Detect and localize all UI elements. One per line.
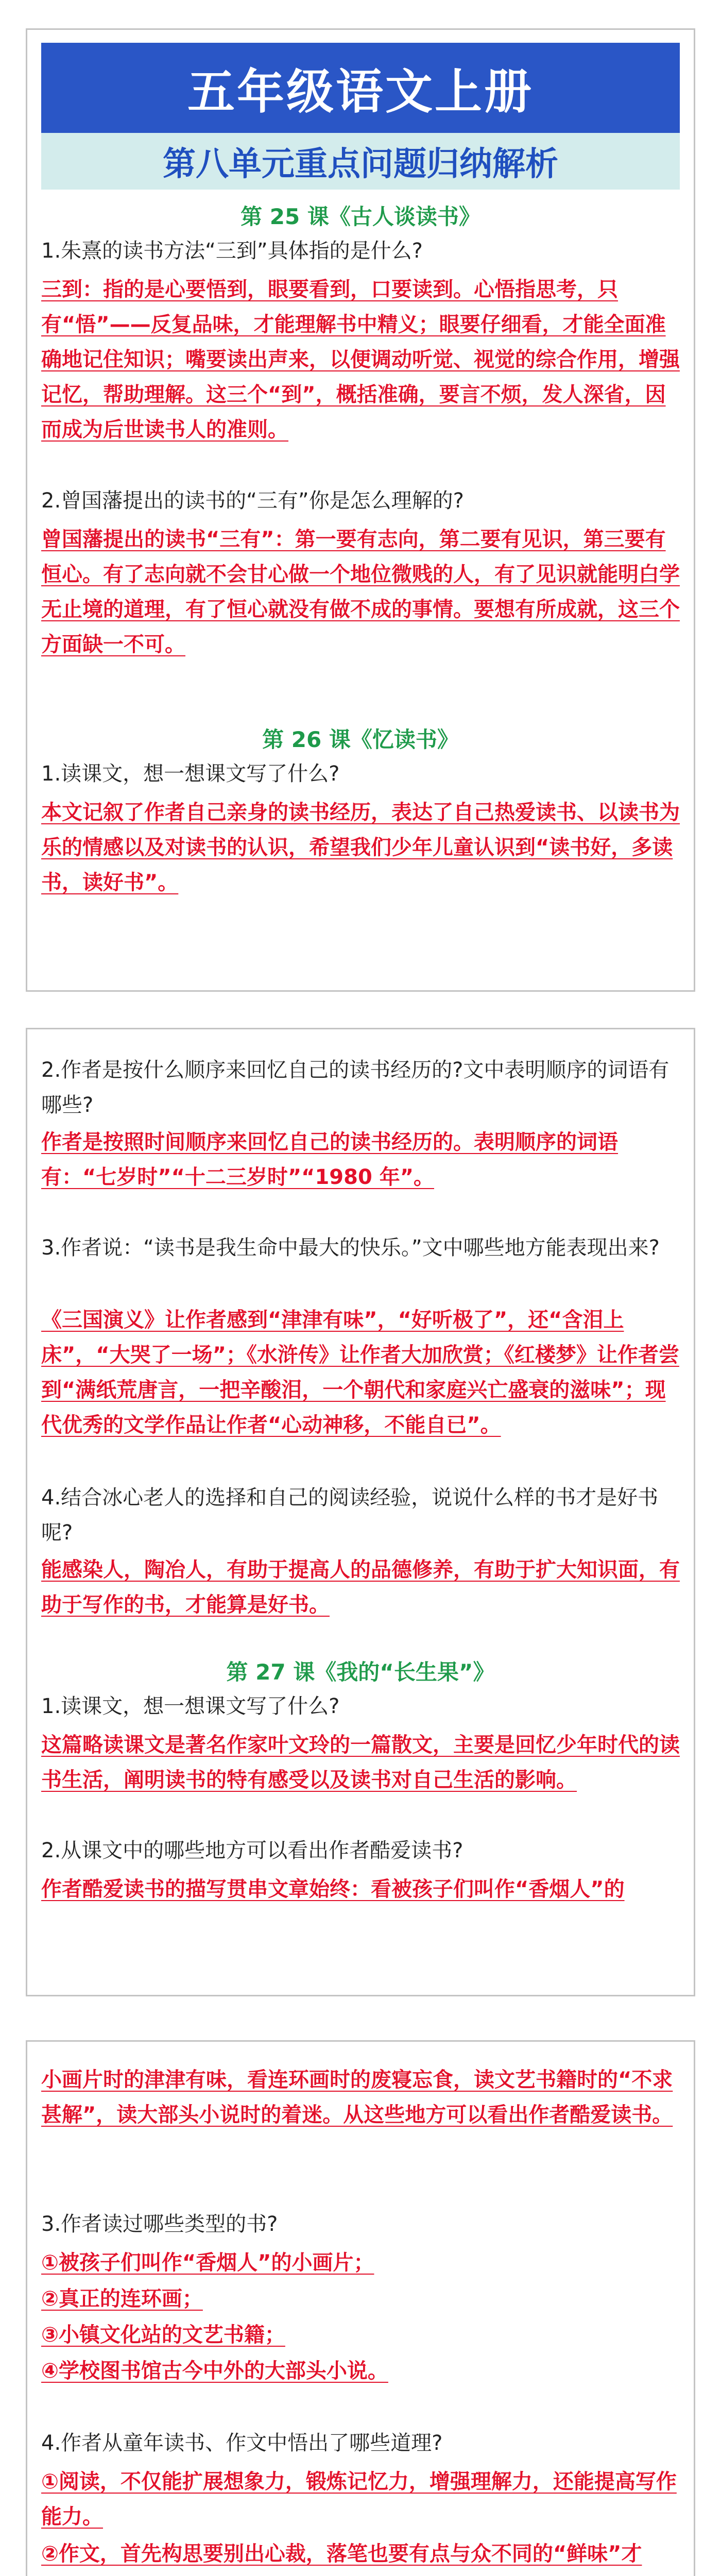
question-25-2: 2.曾国藩提出的读书的“三有”你是怎么理解的? xyxy=(41,489,464,513)
question-25-1: 1.朱熹的读书方法“三到”具体指的是什么? xyxy=(41,239,423,263)
question-26-4: 4.结合冰心老人的选择和自己的阅读经验，说说什么样的书才是好书呢? xyxy=(41,1486,659,1545)
answer-27-2-part2: 小画片时的津津有味，看连环画时的废寝忘食，读文艺书籍时的“不求甚解”，读大部头小说时的着迷。从这些地方可以看出作者酷爱读书。 xyxy=(41,2068,673,2127)
lesson-25-heading: 第 25 课《古人谈读书》 xyxy=(241,204,480,229)
answer-26-3: 《三国演义》让作者感到“津津有味”，“好听极了”，还“含泪上床”，“大哭了一场”；《水浒传》让作者大加欣赏；《红楼梦》让作者尝到“满纸荒唐言，一把辛酸泪，一个朝代和家庭兴亡盛衰的滋味”；现代优秀的文学作品让作者“心动神移，不能自已”。 xyxy=(41,1308,679,1437)
page-3 xyxy=(26,2040,695,2576)
answer-27-2-part1: 作者酷爱读书的描写贯串文章始终：看被孩子们叫作“香烟人”的 xyxy=(41,1877,625,1901)
page-2 xyxy=(26,1028,695,1996)
answer-27-3-item3: ③小镇文化站的文艺书籍； xyxy=(41,2323,285,2347)
question-27-3: 3.作者读过哪些类型的书? xyxy=(41,2212,278,2236)
question-26-1: 1.读课文，想一想课文写了什么? xyxy=(41,762,340,786)
question-27-4: 4.作者从童年读书、作文中悟出了哪些道理? xyxy=(41,2431,443,2455)
lesson-27-heading: 第 27 课《我的“长生果”》 xyxy=(226,1659,495,1685)
answer-26-2: 作者是按照时间顺序来回忆自己的读书经历的。表明顺序的词语有：“七岁时”“十二三岁时”“1980 年”。 xyxy=(41,1130,618,1189)
lesson-26-heading: 第 26 课《忆读书》 xyxy=(262,727,459,752)
answer-26-1: 本文记叙了作者自己亲身的读书经历，表达了自己热爱读书、以读书为乐的情感以及对读书的认识，希望我们少年儿童认识到“读书好，多读书，读好书”。 xyxy=(41,801,680,894)
answer-27-3-item4: ④学校图书馆古今中外的大部头小说。 xyxy=(41,2359,388,2383)
page-1 xyxy=(26,28,695,992)
question-26-2: 2.作者是按什么顺序来回忆自己的读书经历的?文中表明顺序的词语有哪些? xyxy=(41,1058,670,1117)
question-27-1: 1.读课文，想一想课文写了什么? xyxy=(41,1694,340,1718)
answer-27-3-item2: ②真正的连环画； xyxy=(41,2287,203,2311)
answer-27-1: 这篇略读课文是著名作家叶文玲的一篇散文，主要是回忆少年时代的读书生活，阐明读书的特有感受以及读书对自己生活的影响。 xyxy=(41,1733,680,1792)
answer-27-3-item1: ①被孩子们叫作“香烟人”的小画片； xyxy=(41,2251,374,2275)
question-26-3: 3.作者说：“读书是我生命中最大的快乐。”文中哪些地方能表现出来? xyxy=(41,1236,660,1260)
answer-25-2: 曾国藩提出的读书“三有”：第一要有志向，第二要有见识，第三要有恒心。有了志向就不会甘心做一个地位微贱的人，有了见识就能明白学无止境的道理，有了恒心就没有做不成的事情。要想有所成就，这三个方面缺一不可。 xyxy=(41,528,680,656)
subtitle-banner: 第八单元重点问题归纳解析 xyxy=(41,133,680,190)
answer-25-1: 三到：指的是心要悟到，眼要看到，口要读到。心悟指思考，只有“悟”——反复品味，才能理解书中精义；眼要仔细看，才能全面准确地记住知识；嘴要读出声来，以便调动听觉、视觉的综合作用，增强记忆，帮助理解。这三个“到”，概括准确，要言不烦，发人深省，因而成为后世读书人的准则。 xyxy=(41,278,680,442)
answer-27-4-item2: ②作文，首先构思要别出心裁，落笔也要有点与众不同的“鲜味”才 xyxy=(41,2542,642,2566)
answer-26-4: 能感染人，陶冶人，有助于提高人的品德修养，有助于扩大知识面，有助于写作的书，才能算是好书。 xyxy=(41,1558,680,1617)
answer-27-4-item1: ①阅读，不仅能扩展想象力，锻炼记忆力，增强理解力，还能提高写作能力。 xyxy=(41,2470,677,2529)
question-27-2: 2.从课文中的哪些地方可以看出作者酷爱读书? xyxy=(41,1839,464,1862)
title-banner: 五年级语文上册 xyxy=(41,43,680,133)
